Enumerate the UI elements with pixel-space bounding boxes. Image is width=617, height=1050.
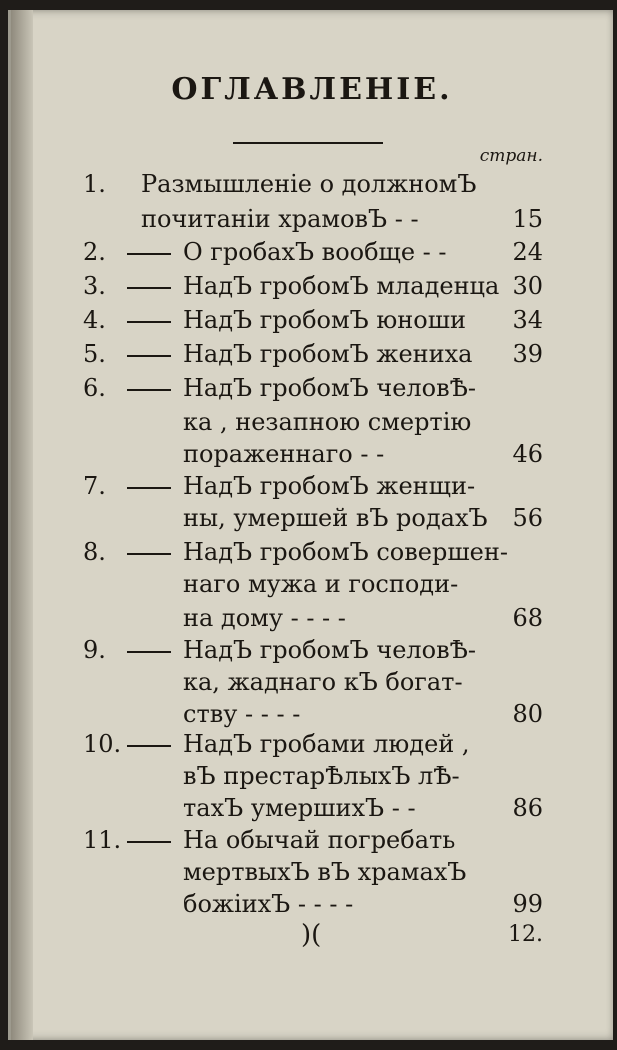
entry-title: НадЪ гробомЪ женщи- xyxy=(183,472,476,500)
entry-title: На обычай погребать xyxy=(183,826,456,854)
entry-page-number: 80 xyxy=(512,700,543,728)
entry-title: НадЪ гробомЪ юноши xyxy=(183,306,467,334)
entry-page-number: 24 xyxy=(512,238,543,266)
ditto-dash xyxy=(127,841,171,843)
entry-title: НадЪ гробами людей , xyxy=(183,730,470,758)
ditto-dash xyxy=(127,355,171,357)
entry-title: ка, жаднаго кЪ богат- xyxy=(183,668,463,696)
ditto-dash xyxy=(127,321,171,323)
ditto-dash xyxy=(127,487,171,489)
entry-number: 3. xyxy=(83,272,106,300)
entry-page-number: 68 xyxy=(512,604,543,632)
entry-page-number: 15 xyxy=(512,205,543,233)
book-page xyxy=(8,10,613,1040)
entry-page-number: 99 xyxy=(512,890,543,918)
entry-page-number: 46 xyxy=(512,440,543,468)
entry-title: тахЪ умершихЪ - - xyxy=(183,794,416,822)
entry-title: ству - - - - xyxy=(183,700,301,728)
entry-title: на дому - - - - xyxy=(183,604,346,632)
entry-number: 7. xyxy=(83,472,106,500)
entry-title: НадЪ гробомЪ совершен- xyxy=(183,538,508,566)
entry-title: НадЪ гробомЪ человѢ- xyxy=(183,374,477,402)
entry-number: 5. xyxy=(83,340,106,368)
entry-number: 8. xyxy=(83,538,106,566)
ditto-dash xyxy=(127,389,171,391)
entry-page-number: 30 xyxy=(512,272,543,300)
entry-page-number: 86 xyxy=(512,794,543,822)
entry-title: божіихЪ - - - - xyxy=(183,890,354,918)
entry-number: 1. xyxy=(83,170,106,198)
entry-title: ны, умершей вЪ родахЪ xyxy=(183,504,488,532)
entry-title: мертвыхЪ вЪ храмахЪ xyxy=(183,858,467,886)
entry-number: 10. xyxy=(83,730,122,758)
ditto-dash xyxy=(127,253,171,255)
entry-title: наго мужа и господи- xyxy=(183,570,459,598)
entry-title: НадЪ гробомЪ младенца xyxy=(183,272,500,300)
entry-page-number: 34 xyxy=(512,306,543,334)
page-gutter-shadow xyxy=(11,10,33,1040)
entry-number: 2. xyxy=(83,238,106,266)
entry-number: 4. xyxy=(83,306,106,334)
entry-page-number: 56 xyxy=(512,504,543,532)
ditto-dash xyxy=(127,745,171,747)
entry-title: Размышленіе о должномЪ xyxy=(141,170,477,198)
page-column-header: стран. xyxy=(479,146,543,166)
entry-title: ка , незапною смертію xyxy=(183,408,472,436)
page-title: ОГЛАВЛЕНІЕ. xyxy=(171,72,453,107)
entry-number: 6. xyxy=(83,374,106,402)
ditto-dash xyxy=(127,287,171,289)
entry-title: О гробахЪ вообще - - xyxy=(183,238,447,266)
entry-title: НадЪ гробомЪ жениха xyxy=(183,340,473,368)
entry-page-number: 39 xyxy=(512,340,543,368)
ditto-dash xyxy=(127,651,171,653)
entry-number: 11. xyxy=(83,826,122,854)
entry-title: почитаніи храмовЪ - - xyxy=(141,205,419,233)
entry-number: 9. xyxy=(83,636,106,664)
catchword: 12. xyxy=(508,922,543,947)
entry-title: НадЪ гробомЪ человѢ- xyxy=(183,636,477,664)
title-rule xyxy=(233,142,383,144)
entry-title: вЪ престарѢлыхЪ лѢ- xyxy=(183,762,460,790)
ditto-dash xyxy=(127,553,171,555)
entry-title: пораженнаго - - xyxy=(183,440,385,468)
signature-mark: )( xyxy=(301,920,322,950)
